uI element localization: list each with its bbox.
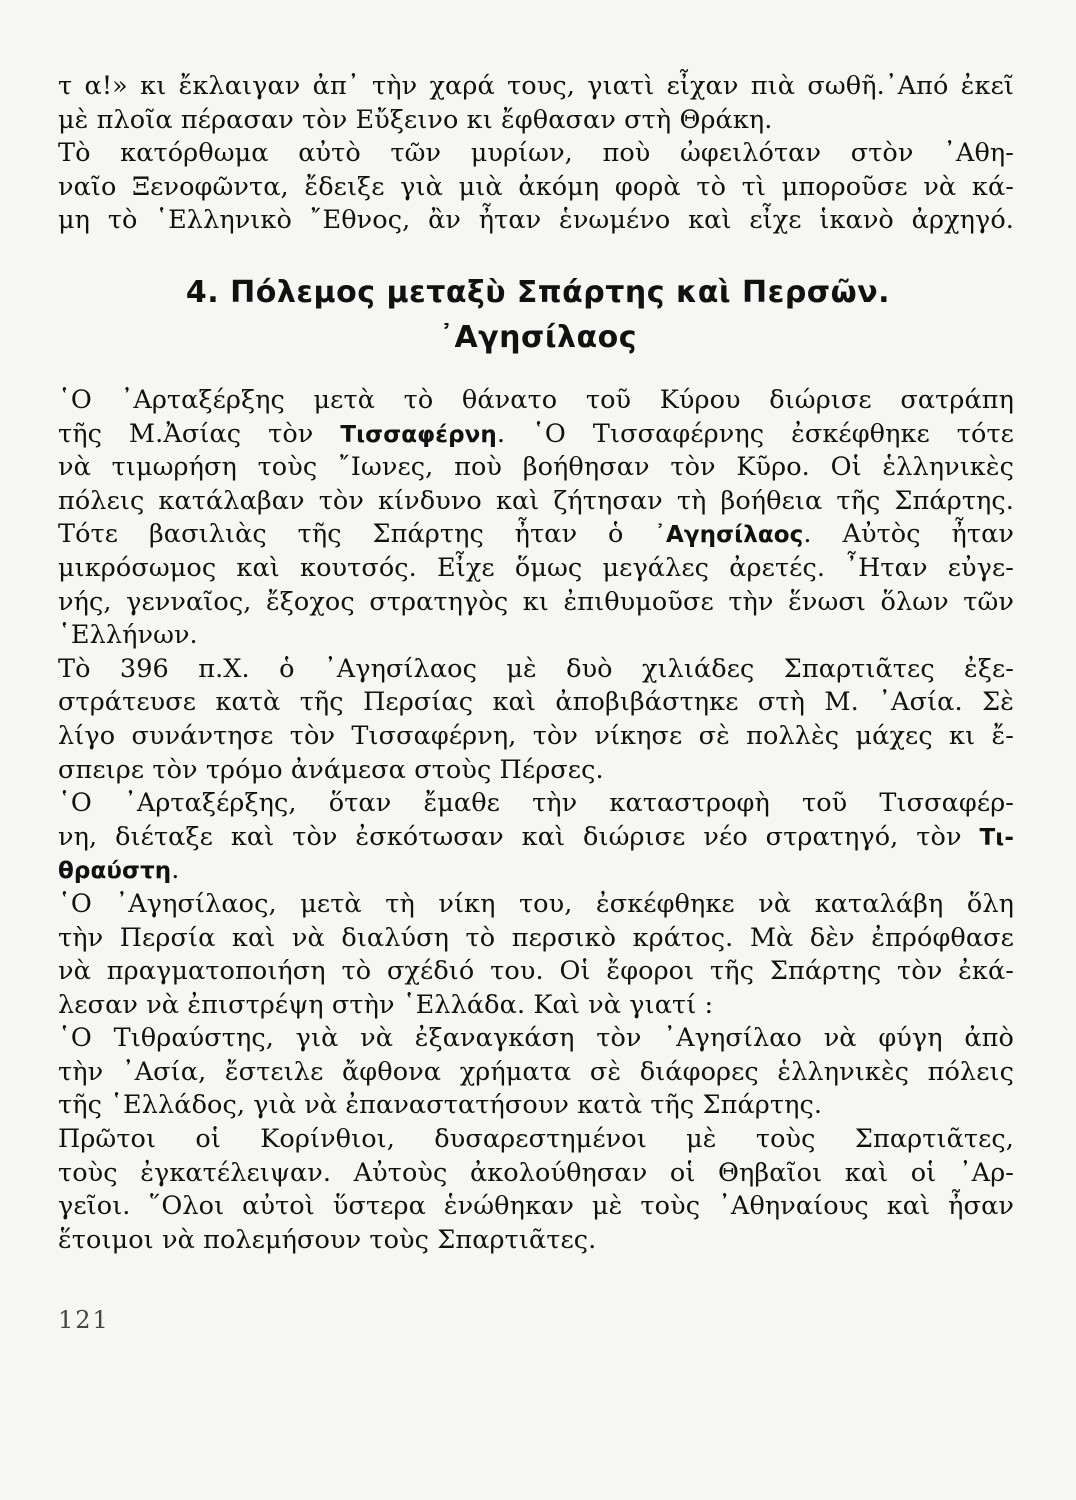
text-run: . — [171, 855, 180, 886]
bold-name: ᾽Αγησίλαος — [654, 522, 804, 549]
section-subheading: ᾽Αγησίλαος — [438, 320, 638, 355]
text-line: νής, γενναῖος, ἔξοχος στρατηγὸς κι ἐπιθυμοῦσε τὴν ἕνωσι ὅλων τῶν — [58, 586, 1014, 617]
text-line: ῾Ελλήνων. — [58, 620, 198, 651]
text-line: Πρῶτοι οἱ Κορίνθιοι, δυσαρεστημένοι μὲ τοὺς Σπαρτιᾶτες, — [58, 1124, 1014, 1155]
text-line: ῾Ο ᾽Αρταξέρξης, ὅταν ἔμαθε τὴν καταστροφὴ τοῦ Τισσαφέρ- — [58, 788, 1014, 819]
bold-name: θραύστη — [58, 858, 172, 885]
text-line: μὲ πλοῖα πέρασαν τὸν Εὔξεινο κι ἔφθασαν στὴ Θράκη. — [58, 104, 773, 135]
text-line: τοὺς ἐγκατέλειψαν. Αὐτοὺς ἀκολούθησαν οἱ Θηβαῖοι καὶ οἱ ᾽Αρ- — [58, 1157, 1014, 1188]
text-run: . ῾Ο Τισσαφέρνης ἐσκέφθηκε τότε — [496, 418, 1014, 449]
text-run: νη, διέταξε καὶ τὸν ἐσκότωσαν καὶ διώρισε νέο στρατηγό, τὸν — [58, 821, 980, 852]
text-line: ἕτοιμοι νὰ πολεμήσουν τοὺς Σπαρτιᾶτες. — [58, 1224, 597, 1255]
text-line: νὰ τιμωρήση τοὺς ῎Ιωνες, ποὺ βοήθησαν τὸν Κῦρο. Οἱ ἑλληνικὲς — [58, 452, 1014, 483]
text-line: ῾Ο Τιθραύστης, γιὰ νὰ ἐξαναγκάση τὸν ᾽Αγησίλαο νὰ φύγη ἀπὸ — [58, 1023, 1014, 1054]
text-line: ῾Ο ᾽Αρταξέρξης μετὰ τὸ θάνατο τοῦ Κύρου διώρισε σατράπη — [58, 385, 1014, 415]
text-line: ῾Ο ᾽Αγησίλαος, μετὰ τὴ νίκη του, ἐσκέφθηκε νὰ καταλάβη ὅλη — [58, 888, 1014, 919]
text-line: Τὸ 396 π.Χ. ὁ ᾽Αγησίλαος μὲ δυὸ χιλιάδες Σπαρτιᾶτες ἐξε- — [58, 653, 1014, 684]
bold-name: Τι- — [979, 824, 1014, 851]
text-line: τῆς ῾Ελλάδος, γιὰ νὰ ἐπαναστατήσουν κατὰ τῆς Σπάρτης. — [58, 1090, 823, 1121]
text-run: . Αὐτὸς ἦταν — [803, 519, 1014, 550]
text-line — [58, 418, 1014, 452]
text-line: τὴν ᾽Ασία, ἔστειλε ἄφθονα χρήματα σὲ διάφορες ἑλληνικὲς πόλεις — [58, 1056, 1014, 1087]
text-line: τ α!» κι ἔκλαιγαν ἀπ᾽ τὴν χαρά τους, γιατὶ εἶχαν πιὰ σωθῆ.᾽Από ἐκεῖ — [58, 71, 1014, 101]
text-line: μικρόσωμος καὶ κουτσός. Εἶχε ὅμως μεγάλες ἀρετές. ῏Ηταν εὐγε- — [58, 552, 1014, 583]
text-line — [58, 854, 1014, 888]
text-line: ναῖο Ξενοφῶντα, ἔδειξε γιὰ μιὰ ἀκόμη φορὰ τὸ τὶ μποροῦσε νὰ κά- — [58, 171, 1014, 202]
section-body — [58, 384, 1014, 1257]
text-line: μη τὸ ῾Ελληνικὸ ῎Εθνος, ἂν ἦταν ἑνωμένο καὶ εἶχε ἱκανὸ ἀρχηγό. — [58, 205, 1014, 236]
text-line: γεῖοι. ῞Ολοι αὐτοὶ ὕστερα ἑνώθηκαν μὲ τοὺς ᾽Αθηναίους καὶ ἦσαν — [58, 1191, 1014, 1222]
text-line: νὰ πραγματοποιήση τὸ σχέδιό του. Οἱ ἔφοροι τῆς Σπάρτης τὸν ἐκά- — [58, 956, 1014, 987]
text-line: Τὸ κατόρθωμα αὐτὸ τῶν μυρίων, ποὺ ὠφειλόταν στὸν ᾽Αθη- — [58, 138, 1014, 169]
text-line: στράτευσε κατὰ τῆς Περσίας καὶ ἀποβιβάστηκε στὴ Μ. ᾽Ασία. Σὲ — [58, 687, 1014, 718]
text-line — [58, 821, 1014, 855]
text-run: Τότε βασιλιὰς τῆς Σπάρτης ἦταν ὁ — [58, 519, 655, 550]
text-line: τὴν Περσία καὶ νὰ διαλύση τὸ περσικὸ κράτος. Μὰ δὲν ἐπρόφθασε — [58, 922, 1014, 953]
text-line: σπειρε τὸν τρόμο ἀνάμεσα στοὺς Πέρσες. — [58, 754, 604, 785]
text-run: τῆς Μ.Ἀσίας τὸν — [58, 418, 341, 449]
text-line: πόλεις κατάλαβαν τὸν κίνδυνο καὶ ζήτησαν τὴ βοήθεια τῆς Σπάρτης. — [58, 485, 1014, 516]
section-heading: 4. Πόλεμος μεταξὺ Σπάρτης καὶ Περσῶν. — [185, 275, 891, 310]
bold-name: Τισσαφέρνη — [340, 421, 497, 448]
text-line: λεσαν νὰ ἐπιστρέψη στὴν ῾Ελλάδα. Καὶ νὰ γιατί : — [58, 989, 714, 1020]
page-number: 121 — [58, 1306, 110, 1334]
text-line — [58, 518, 1014, 552]
text-line: λίγο συνάντησε τὸν Τισσαφέρνη, τὸν νίκησε σὲ πολλὲς μάχες κι ἔ- — [58, 720, 1014, 751]
intro-text — [58, 70, 1014, 238]
